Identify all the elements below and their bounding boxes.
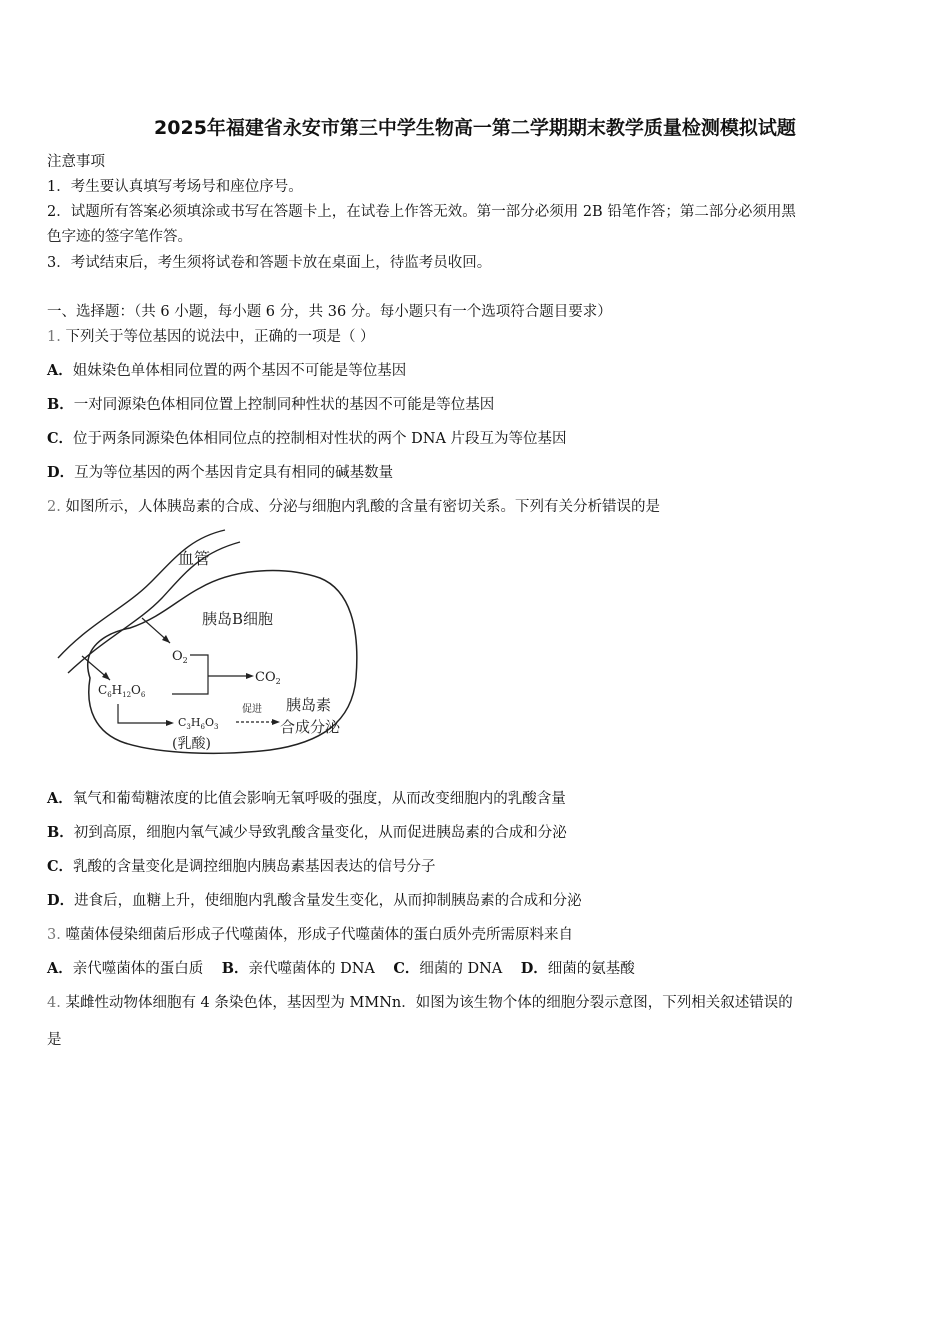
- vessel-label: 血管: [178, 549, 211, 568]
- option-text: 互为等位基因的两个基因肯定具有相同的碱基数量: [74, 465, 394, 481]
- option-label: D．: [47, 464, 75, 481]
- lactate-formula: $C_3H_6O_3$: [178, 716, 219, 731]
- arrowhead: [246, 673, 254, 679]
- notice-item: 3．考试结束后，考生须将试卷和答题卡放在桌面上，待监考员收回。: [47, 255, 492, 271]
- glucose-label: $C_6H_{12}O_6$: [98, 683, 146, 699]
- notice-item: 2．试题所有答案必须填涂或书写在答题卡上，在试卷上作答无效。第一部分必须用 2B 铅笔作答；第二部分必须用黑: [47, 204, 796, 220]
- option-label: A．: [47, 362, 73, 379]
- question-stem: 下列关于等位基因的说法中，正确的一项是（ ）: [65, 329, 375, 345]
- option-text: 氧气和葡萄糖浓度的比值会影响无氧呼吸的强度，从而改变细胞内的乳酸含量: [72, 791, 566, 807]
- q2-option-a: [47, 789, 566, 809]
- insulin-label-2: 合成分泌: [280, 718, 341, 736]
- option-label: A．: [47, 790, 73, 807]
- option-text: 细菌的氨基酸: [547, 961, 635, 977]
- option-label: D．: [47, 892, 75, 909]
- option-text: 亲代噬菌体的蛋白质: [72, 961, 204, 977]
- q1-option-a: [47, 361, 406, 381]
- insulin-diagram: [50, 528, 370, 768]
- q1-option-c: [47, 429, 567, 449]
- question-4-continued: 是: [47, 1032, 62, 1048]
- co2-label: $CO_2$: [255, 670, 281, 686]
- option-label: C．: [393, 960, 420, 977]
- q1-option-b: [47, 395, 494, 415]
- question-stem: 如图所示，人体胰岛素的合成、分泌与细胞内乳酸的含量有密切关系。下列有关分析错误的是: [65, 499, 660, 515]
- question-number: 4.: [47, 995, 61, 1011]
- cell-label: 胰岛B细胞: [202, 610, 274, 628]
- option-text: 亲代噬菌体的 DNA: [248, 961, 375, 977]
- option-label: B．: [47, 824, 74, 841]
- notice-heading: 注意事项: [47, 154, 105, 170]
- arrowhead: [102, 672, 110, 680]
- vessel-wall-inner: [68, 542, 240, 673]
- q3-options: [47, 959, 635, 979]
- option-text: 位于两条同源染色体相同位点的控制相对性状的两个 DNA 片段互为等位基因: [73, 431, 567, 447]
- option-text: 一对同源染色体相同位置上控制同种性状的基因不可能是等位基因: [73, 397, 495, 413]
- option-text: 细菌的 DNA: [419, 961, 503, 977]
- question-3: [47, 925, 573, 945]
- question-1: [47, 327, 375, 347]
- arrowhead: [166, 720, 174, 726]
- question-stem: 噬菌体侵染细菌后形成子代噬菌体，形成子代噬菌体的蛋白质外壳所需原料来自: [65, 927, 573, 943]
- option-label: D．: [520, 960, 548, 977]
- question-number: 2.: [47, 499, 61, 515]
- q2-option-c: [47, 857, 436, 877]
- q2-option-d: [47, 891, 582, 911]
- section-heading: 一、选择题：（共 6 小题，每小题 6 分，共 36 分。每小题只有一个选项符合题目要求）: [47, 304, 612, 320]
- q1-option-d: [47, 463, 393, 483]
- option-text: 乳酸的含量变化是调控细胞内胰岛素基因表达的信号分子: [73, 859, 436, 875]
- o2-label: $O_2$: [172, 649, 188, 665]
- arrowhead: [272, 719, 280, 725]
- question-stem: 某雌性动物体细胞有 4 条染色体，基因型为 MMNn．如图为该生物个体的细胞分裂示意图，下列相关叙述错误的: [65, 995, 793, 1011]
- lactate-name: (乳酸): [172, 736, 211, 752]
- notice-item: 色字迹的签字笔作答。: [47, 229, 192, 245]
- question-2: [47, 497, 660, 517]
- lactate-arrow: [118, 704, 168, 723]
- page-title: 2025年福建省永安市第三中学生物高一第二学期期末教学质量检测模拟试题: [154, 117, 796, 139]
- option-label: C．: [47, 430, 74, 447]
- option-text: 进食后，血糖上升，使细胞内乳酸含量发生变化，从而抑制胰岛素的合成和分泌: [74, 893, 582, 909]
- question-4: [47, 993, 793, 1013]
- notice-item: 1．考生要认真填写考场号和座位序号。: [47, 179, 303, 195]
- question-number: 1.: [47, 329, 61, 345]
- option-label: C．: [47, 858, 74, 875]
- option-text: 姐妹染色单体相同位置的两个基因不可能是等位基因: [72, 363, 407, 379]
- question-number: 3.: [47, 927, 61, 943]
- q2-option-b: [47, 823, 567, 843]
- option-label: B．: [221, 960, 249, 977]
- promote-label: 促进: [242, 704, 262, 715]
- option-label: B．: [47, 396, 74, 413]
- option-label: A．: [47, 960, 73, 977]
- insulin-label-1: 胰岛素: [286, 696, 332, 714]
- option-text: 初到高原，细胞内氧气减少导致乳酸含量变化，从而促进胰岛素的合成和分泌: [73, 825, 567, 841]
